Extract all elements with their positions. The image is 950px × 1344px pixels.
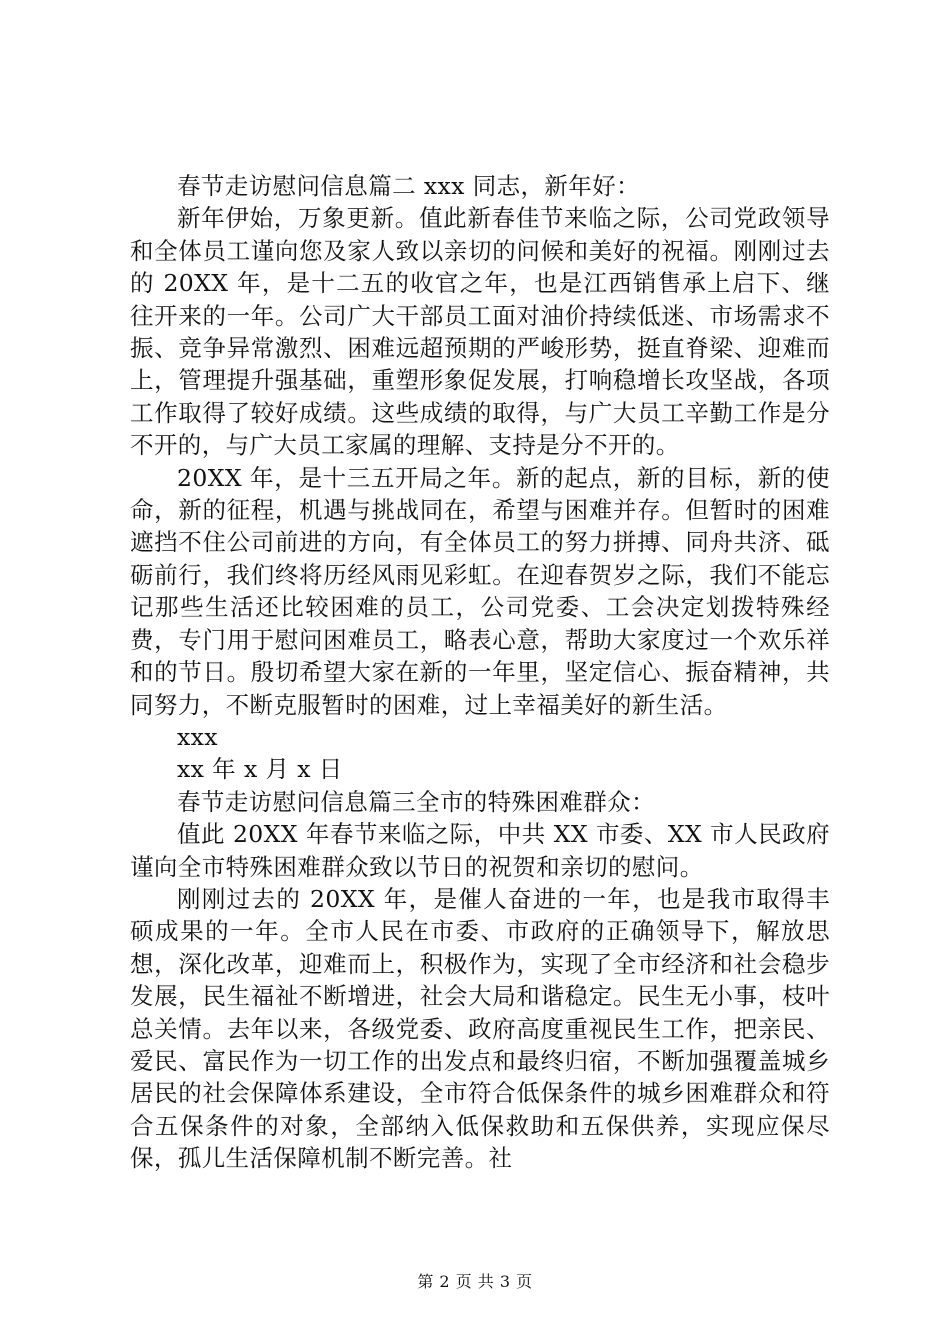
paragraph: 值此 20XX 年春节来临之际，中共 XX 市委、XX 市人民政府谨向全市特殊困难群众致以节日的祝贺和亲切的慰问。: [130, 820, 830, 881]
signature-date: xx 年 x 月 x 日: [177, 755, 343, 784]
signature-name: xxx: [177, 722, 218, 751]
page-footer: 第 2 页 共 3 页: [417, 1272, 533, 1291]
paragraph: 新年伊始，万象更新。值此新春佳节来临之际，公司党政领导和全体员工谨向您及家人致以亲切的问候和美好的祝福。刚刚过去的 20XX 年，是十二五的收官之年，也是江西销售承上启下、继往开来的一年。公司广大干部员工面对油价持续低迷、市场需求不振、竞争异常激烈、困难远超预期的严峻形势，挺直脊梁、迎难而上，管理提升强基础，重塑形象促发展，打响稳增长攻坚战，各项工作取得了较好成绩。这些成绩的取得，与广大员工辛勤工作是分不开的，与广大员工家属的理解、支持是分不开的。: [130, 204, 830, 460]
paragraph: 刚刚过去的 20XX 年，是催人奋进的一年，也是我市取得丰硕成果的一年。全市人民在市委、市政府的正确领导下，解放思想，深化改革，迎难而上，积极作为，实现了全市经济和社会稳步发展，民生福祉不断增进，社会大局和谐稳定。民生无小事，枝叶总关情。去年以来，各级党委、政府高度重视民生工作，把亲民、爱民、富民作为一切工作的出发点和最终归宿，不断加强覆盖城乡居民的社会保障体系建设，全市符合低保条件的城乡困难群众和符合五保条件的对象，全部纳入低保救助和五保供养，实现应保尽保，孤儿生活保障机制不断完善。社: [130, 884, 830, 1173]
paragraph: 春节走访慰问信息篇二 xxx 同志，新年好：: [177, 172, 640, 200]
document-body: [130, 170, 830, 1175]
paragraph: 春节走访慰问信息篇三全市的特殊困难群众：: [177, 787, 655, 816]
paragraph: 20XX 年，是十三五开局之年。新的起点，新的目标，新的使命，新的征程，机遇与挑战同在，希望与困难并存。但暂时的困难遮挡不住公司前进的方向，有全体员工的努力拼搏、同舟共济、砥砺前行，我们终将历经风雨见彩虹。在迎春贺岁之际，我们不能忘记那些生活还比较困难的员工，公司党委、工会决定划拨特殊经费，专门用于慰问困难员工，略表心意，帮助大家度过一个欢乐祥和的节日。殷切希望大家在新的一年里，坚定信心、振奋精神，共同努力，不断克服暂时的困难，过上幸福美好的新生活。: [130, 463, 830, 719]
